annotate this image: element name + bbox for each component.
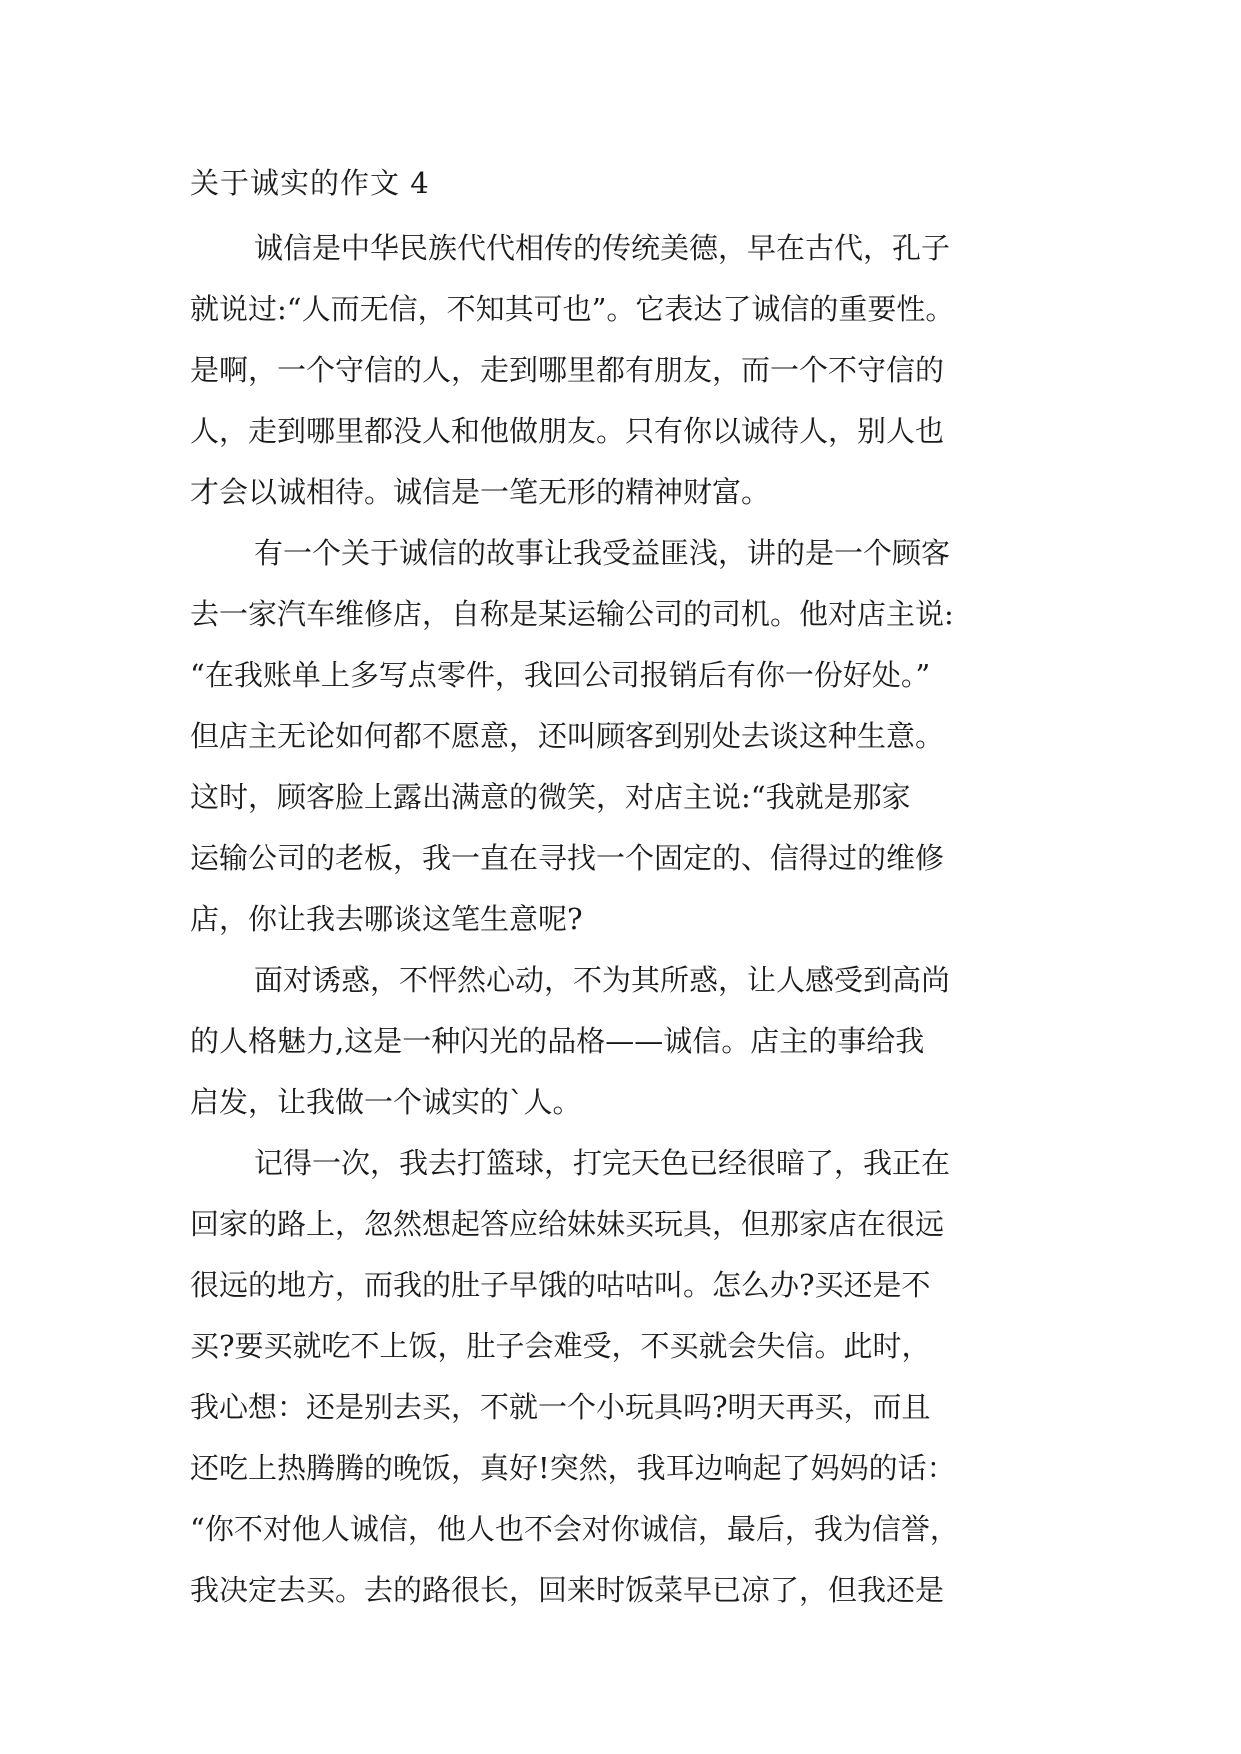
text-line: 面对诱惑，不怦然心动，不为其所惑，让人感受到高尚 — [254, 963, 951, 997]
text-line: “在我账单上多写点零件，我回公司报销后有你一份好处。” — [190, 658, 931, 692]
text-line: 记得一次，我去打篮球，打完天色已经很暗了，我正在 — [254, 1146, 951, 1180]
text-line: 这时，顾客脸上露出满意的微笑，对店主说:“我就是那家 — [190, 780, 911, 814]
text-line: 我心想：还是别去买，不就一个小玩具吗?明天再买，而且 — [190, 1390, 931, 1424]
text-line: 诚信是中华民族代代相传的传统美德，早在古代，孔子 — [254, 231, 951, 265]
paragraph-1 — [190, 218, 1080, 523]
text-line: 人，走到哪里都没人和他做朋友。只有你以诚待人，别人也 — [190, 414, 945, 448]
document-title: 关于诚实的作文 4 — [190, 166, 430, 200]
text-line: 我决定去买。去的路很长，回来时饭菜早已凉了，但我还是 — [190, 1573, 945, 1607]
text-line: 有一个关于诚信的故事让我受益匪浅，讲的是一个顾客 — [254, 536, 951, 570]
text-line: 的人格魅力,这是一种闪光的品格——诚信。店主的事给我 — [190, 1024, 925, 1058]
text-line: 才会以诚相待。诚信是一笔无形的精神财富。 — [190, 475, 771, 509]
text-line: 店，你让我去哪谈这笔生意呢? — [190, 902, 583, 936]
paragraph-4 — [190, 1133, 1080, 1621]
text-line: 去一家汽车维修店，自称是某运输公司的司机。他对店主说: — [190, 597, 954, 631]
text-line: 回家的路上，忽然想起答应给妹妹买玩具，但那家店在很远 — [190, 1207, 945, 1241]
text-line: “你不对他人诚信，他人也不会对你诚信，最后，我为信誉， — [190, 1512, 959, 1546]
text-line: 就说过:“人而无信，不知其可也”。它表达了诚信的重要性。 — [190, 292, 955, 326]
document-body — [190, 218, 1080, 1621]
text-line: 买?要买就吃不上饭，肚子会难受，不买就会失信。此时， — [190, 1329, 931, 1363]
text-line: 还吃上热腾腾的晚饭，真好!突然，我耳边响起了妈妈的话： — [190, 1451, 956, 1485]
text-line: 是啊，一个守信的人，走到哪里都有朋友，而一个不守信的 — [190, 353, 945, 387]
text-line: 运输公司的老板，我一直在寻找一个固定的、信得过的维修 — [190, 841, 945, 875]
text-line: 启发，让我做一个诚实的`人。 — [190, 1085, 582, 1119]
paragraph-3 — [190, 950, 1080, 1133]
text-line: 但店主无论如何都不愿意，还叫顾客到别处去谈这种生意。 — [190, 719, 945, 753]
text-line: 很远的地方，而我的肚子早饿的咕咕叫。怎么办?买还是不 — [190, 1268, 931, 1302]
paragraph-2 — [190, 523, 1080, 950]
